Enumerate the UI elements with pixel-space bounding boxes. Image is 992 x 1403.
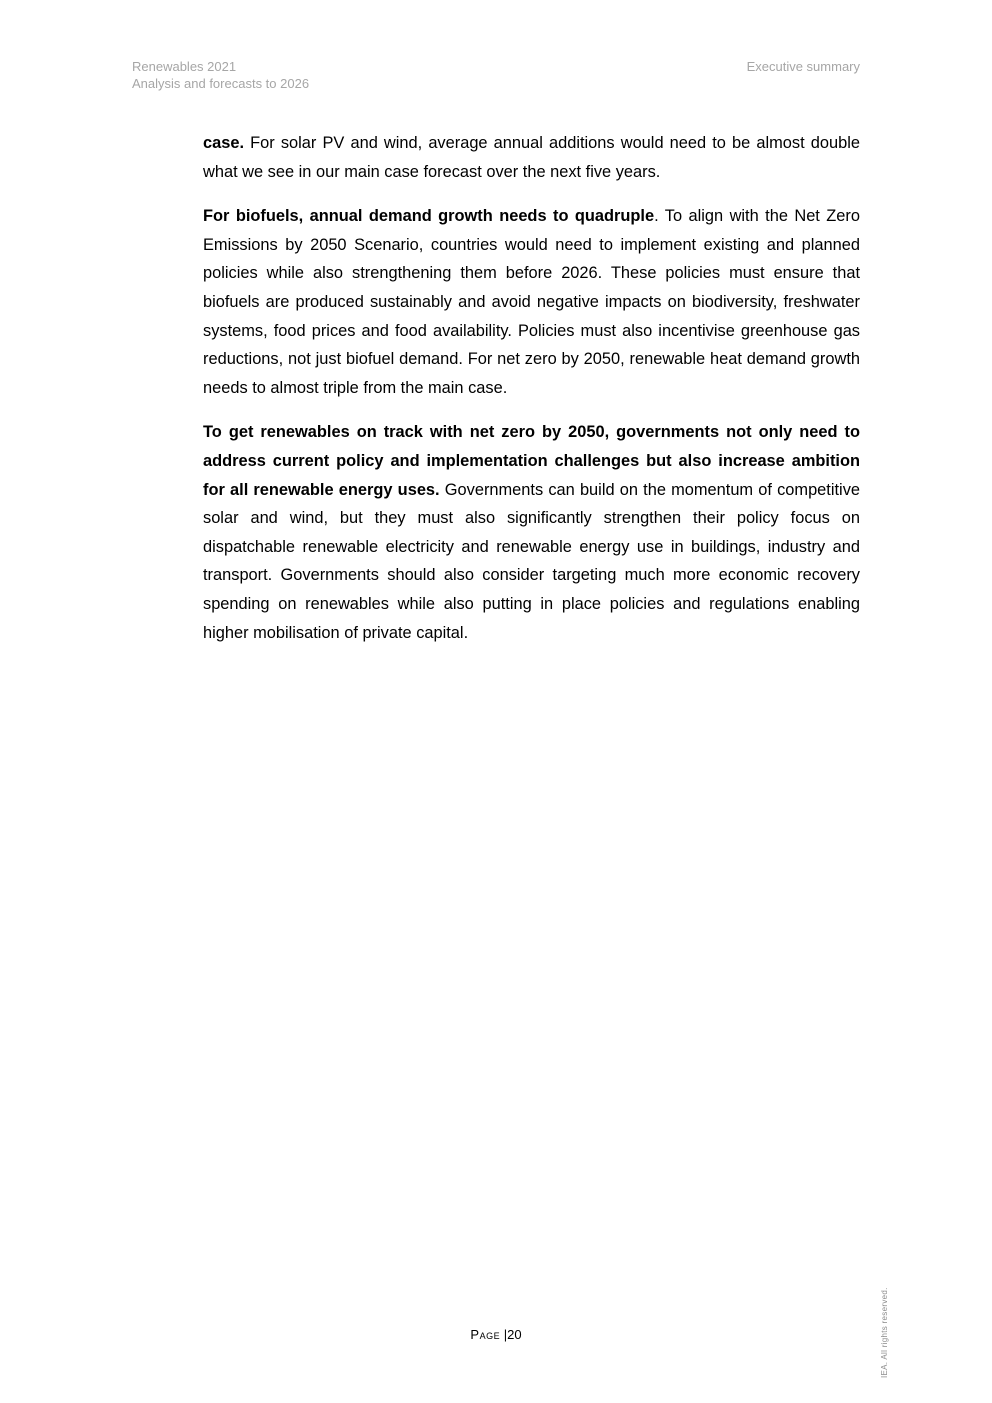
section-title: Executive summary xyxy=(746,59,860,74)
page-number: 20 xyxy=(507,1327,522,1342)
page-separator: | xyxy=(503,1327,508,1342)
body-text xyxy=(203,129,860,663)
paragraph xyxy=(203,418,860,647)
copyright-note: IEA. All rights reserved. xyxy=(880,1287,889,1378)
report-subtitle: Analysis and forecasts to 2026 xyxy=(132,76,310,91)
paragraph-lead: To get renewables on track with net zero by 2050, governments not only need to address current policy and implementation challenges but also increase ambition for all renewable energy uses. xyxy=(203,423,860,499)
paragraph xyxy=(203,129,860,186)
paragraph-text: . To align with the Net Zero Emissions by 2050 Scenario, countries would need to implement existing and planned policies while also strengthening them before 2026. These policies must ensure that biofuels are produced sustainably and avoid negative impacts on biodiversity, freshwater systems, food prices and food availability. Policies must also incentivise greenhouse gas reductions, not just biofuel demand. For net zero by 2050, renewable heat demand growth needs to almost triple from the main case. xyxy=(203,207,860,397)
report-title: Renewables 2021 xyxy=(132,59,237,74)
page-label: Page xyxy=(470,1327,501,1342)
paragraph-lead: case. xyxy=(203,134,245,152)
page-footer xyxy=(0,1326,992,1343)
paragraph-lead: For biofuels, annual demand growth needs to quadruple xyxy=(203,207,655,226)
paragraph-text: For solar PV and wind, average annual additions would need to be almost double what we see in our main case forecast over the next five years. xyxy=(203,134,860,181)
running-header-left xyxy=(132,58,309,92)
paragraph-text: Governments can build on the momentum of competitive solar and wind, but they must also significantly strengthen their policy focus on dispatchable renewable electricity and renewable energy use in buildings, industry and transport. Governments should also consider targeting much more economic recovery spending on renewables while also putting in place policies and regulations enabling higher mobilisation of private capital. xyxy=(203,480,860,642)
paragraph xyxy=(203,202,860,402)
